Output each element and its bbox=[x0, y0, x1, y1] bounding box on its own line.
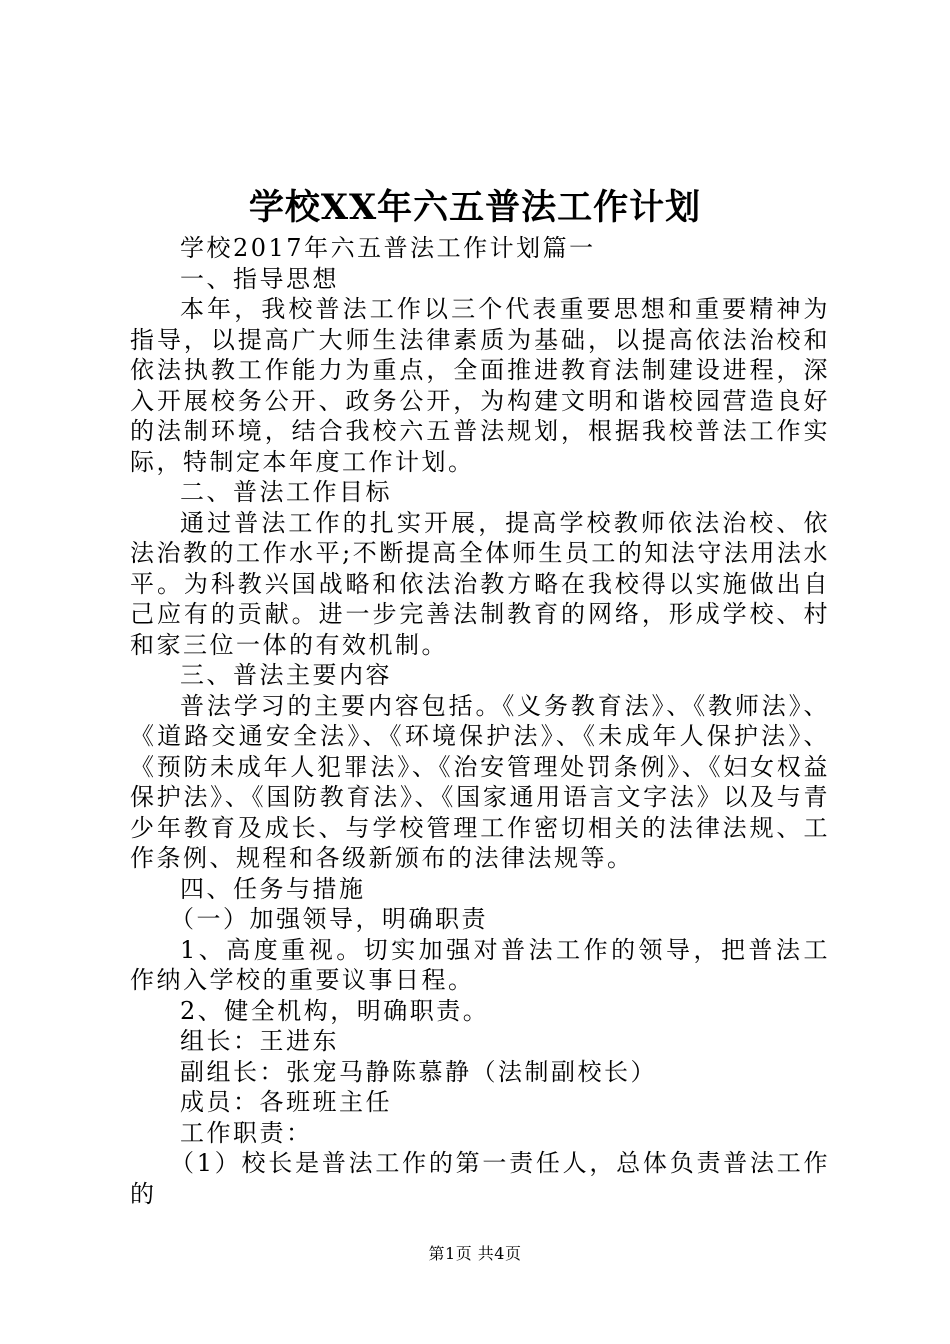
section-heading-2: 二、普法工作目标 bbox=[180, 478, 392, 506]
paragraph: 副组长：张宠马静陈慕静（法制副校长） bbox=[180, 1057, 657, 1086]
paragraph: 组长：王进东 bbox=[180, 1027, 339, 1055]
page-footer: 第1页 共4页 bbox=[428, 1244, 522, 1263]
section-heading-1: 一、指导思想 bbox=[180, 264, 339, 293]
paragraph: 普法学习的主要内容包括。《义务教育法》、《教师法》、《道路交通安全法》、《环境保护法》、《未成年人保护法》、《预防未成年人犯罪法》、《治安管理处罚条例》、《妇女权益保护法》、《国防教育法》、《国家通用语言文字法》以及与青少年教育及成长、与学校管理工作密切相关的法律法规、工作条例、规程和各级新颁布的法律法规等。 bbox=[130, 691, 830, 872]
section-heading-4: 四、任务与措施 bbox=[180, 874, 366, 903]
paragraph: 2、健全机构，明确职责。 bbox=[180, 996, 490, 1025]
paragraph: 本年，我校普法工作以三个代表重要思想和重要精神为指导，以提高广大师生法律素质为基础，以提高依法治校和依法执教工作能力为重点，全面推进教育法制建设进程，深入开展校务公开、政务公开，为构建文明和谐校园营造良好的法制环境，结合我校六五普法规划，根据我校普法工作实际，特制定本年度工作计划。 bbox=[130, 295, 830, 476]
section-heading-3: 三、普法主要内容 bbox=[180, 661, 392, 689]
document-title: 学校XX年六五普法工作计划 bbox=[248, 187, 702, 228]
paragraph: 工作职责： bbox=[180, 1118, 313, 1147]
paragraph-heading: 学校2017年六五普法工作计划篇一 bbox=[180, 234, 596, 262]
subsection-heading: （一）加强领导，明确职责 bbox=[170, 905, 488, 933]
paragraph: 成员：各班班主任 bbox=[180, 1088, 392, 1116]
paragraph: 通过普法工作的扎实开展，提高学校教师依法治校、依法治教的工作水平;不断提高全体师生员工的知法守法用法水平。为科教兴国战略和依法治教方略在我校得以实施做出自己应有的贡献。进一步完善法制教育的网络，形成学校、村和家三位一体的有效机制。 bbox=[130, 508, 830, 659]
paragraph: （1）校长是普法工作的第一责任人，总体负责普法工作的 bbox=[130, 1149, 830, 1208]
document-body bbox=[130, 233, 830, 1209]
paragraph: 1、高度重视。切实加强对普法工作的领导，把普法工作纳入学校的重要议事日程。 bbox=[130, 935, 830, 994]
